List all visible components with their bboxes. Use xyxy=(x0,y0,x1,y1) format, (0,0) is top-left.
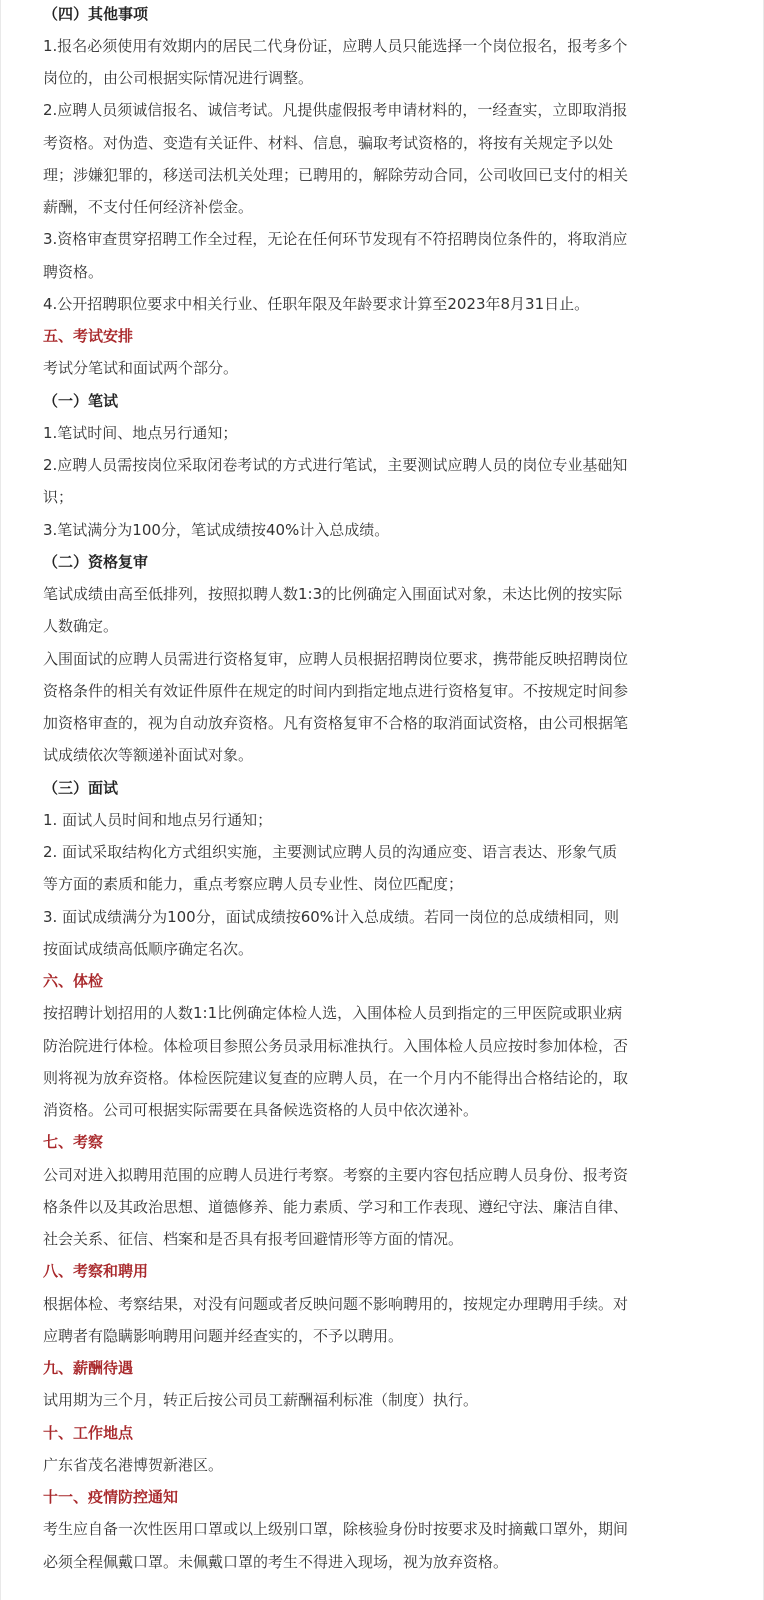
paragraph-line: 2. 面试采取结构化方式组织实施，主要测试应聘人员的沟通应变、语言表达、形象气质 xyxy=(43,843,618,861)
paragraph-line: 2.应聘人员需按岗位采取闭卷考试的方式进行笔试，主要测试应聘人员的岗位专业基础知 xyxy=(43,456,628,474)
subsection-heading: （三）面试 xyxy=(43,778,119,797)
paragraph-line: 根据体检、考察结果，对没有问题或者反映问题不影响聘用的，按规定办理聘用手续。对 xyxy=(43,1294,629,1313)
paragraph-line: 入围面试的应聘人员需进行资格复审，应聘人员根据招聘岗位要求，携带能反映招聘岗位 xyxy=(43,649,629,668)
paragraph-line: 试成绩依次等额递补面试对象。 xyxy=(43,746,254,765)
section-heading: 五、考试安排 xyxy=(43,327,134,345)
paragraph-line: 3.资格审查贯穿招聘工作全过程，无论在任何环节发现有不符招聘岗位条件的，将取消应 xyxy=(43,230,628,249)
subsection-heading: （一）笔试 xyxy=(43,391,119,410)
paragraph-line: 2.应聘人员须诚信报名、诚信考试。凡提供虚假报考申请材料的，一经查实，立即取消报 xyxy=(43,101,628,120)
subsection-heading: （二）资格复审 xyxy=(43,552,149,571)
paragraph-line: 广东省茂名港博贺新港区。 xyxy=(43,1455,224,1474)
section-heading: 九、薪酬待遇 xyxy=(43,1359,134,1377)
paragraph-line: 1. 面试人员时间和地点另行通知； xyxy=(43,810,273,829)
paragraph-line: 公司对进入拟聘用范围的应聘人员进行考察。考察的主要内容包括应聘人员身份、报考资 xyxy=(43,1165,629,1184)
paragraph-line: 等方面的素质和能力，重点考察应聘人员专业性、岗位匹配度； xyxy=(43,875,464,894)
section-heading: 六、体检 xyxy=(43,972,104,990)
paragraph-line: 考生应自备一次性医用口罩或以上级别口罩，除核验身份时按要求及时摘戴口罩外，期间 xyxy=(43,1520,629,1539)
paragraph-line: 格条件以及其政治思想、道德修养、能力素质、学习和工作表现、遵纪守法、廉洁自律、 xyxy=(43,1197,629,1216)
paragraph-line: 1.报名必须使用有效期内的居民二代身份证，应聘人员只能选择一个岗位报名，报考多个 xyxy=(43,36,628,55)
paragraph-line: 3. 面试成绩满分为100分，面试成绩按60%计入总成绩。若同一岗位的总成绩相同，则 xyxy=(43,907,620,926)
paragraph-line: 按面试成绩高低顺序确定名次。 xyxy=(43,939,254,958)
section-heading: 八、考察和聘用 xyxy=(43,1262,149,1281)
paragraph-line: 4.公开招聘职位要求中相关行业、任职年限及年龄要求计算至2023年8月31日止。 xyxy=(43,294,590,313)
paragraph-line: 笔试成绩由高至低排列，按照拟聘人数1:3的比例确定入围面试对象，未达比例的按实际 xyxy=(43,585,623,603)
paragraph-line: 社会关系、征信、档案和是否具有报考回避情形等方面的情况。 xyxy=(43,1230,464,1248)
paragraph-line: 聘资格。 xyxy=(43,262,104,281)
subsection-heading: （四）其他事项 xyxy=(43,4,149,23)
paragraph-line: 考资格。对伪造、变造有关证件、材料、信息，骗取考试资格的，将按有关规定予以处 xyxy=(43,133,614,152)
paragraph-line: 消资格。公司可根据实际需要在具备候选资格的人员中依次递补。 xyxy=(43,1101,479,1119)
paragraph-line: 加资格审查的，视为自动放弃资格。凡有资格复审不合格的取消面试资格，由公司根据笔 xyxy=(43,714,629,732)
paragraph-line: 考试分笔试和面试两个部分。 xyxy=(43,359,239,378)
paragraph-line: 防治院进行体检。体检项目参照公务员录用标准执行。入围体检人员应按时参加体检，否 xyxy=(43,1036,629,1055)
paragraph-line: 3.笔试满分为100分，笔试成绩按40%计入总成绩。 xyxy=(43,520,390,539)
paragraph-line: 资格条件的相关有效证件原件在规定的时间内到指定地点进行资格复审。不按规定时间参 xyxy=(43,681,629,700)
section-heading: 十一、疫情防控通知 xyxy=(43,1488,179,1506)
paragraph-line: 试用期为三个月，转正后按公司员工薪酬福利标准（制度）执行。 xyxy=(43,1391,479,1410)
paragraph-line: 应聘者有隐瞒影响聘用问题并经查实的，不予以聘用。 xyxy=(43,1326,404,1345)
paragraph-line: 岗位的，由公司根据实际情况进行调整。 xyxy=(43,69,314,87)
paragraph-line: 1.笔试时间、地点另行通知； xyxy=(43,423,238,442)
paragraph-line: 必须全程佩戴口罩。未佩戴口罩的考生不得进入现场，视为放弃资格。 xyxy=(43,1552,509,1571)
paragraph-line: 薪酬，不支付任何经济补偿金。 xyxy=(43,198,254,216)
section-heading: 十、工作地点 xyxy=(43,1423,134,1442)
section-heading: 七、考察 xyxy=(43,1133,104,1152)
paragraph-line: 人数确定。 xyxy=(43,617,119,636)
paragraph-line: 理；涉嫌犯罪的，移送司法机关处理；已聘用的，解除劳动合同，公司收回已支付的相关 xyxy=(43,165,629,184)
paragraph-line: 则将视为放弃资格。体检医院建议复查的应聘人员，在一个月内不能得出合格结论的，取 xyxy=(43,1068,629,1087)
paragraph-line: 按招聘计划招用的人数1:1比例确定体检人选，入围体检人员到指定的三甲医院或职业病 xyxy=(43,1004,623,1023)
paragraph-line: 识； xyxy=(43,488,74,507)
